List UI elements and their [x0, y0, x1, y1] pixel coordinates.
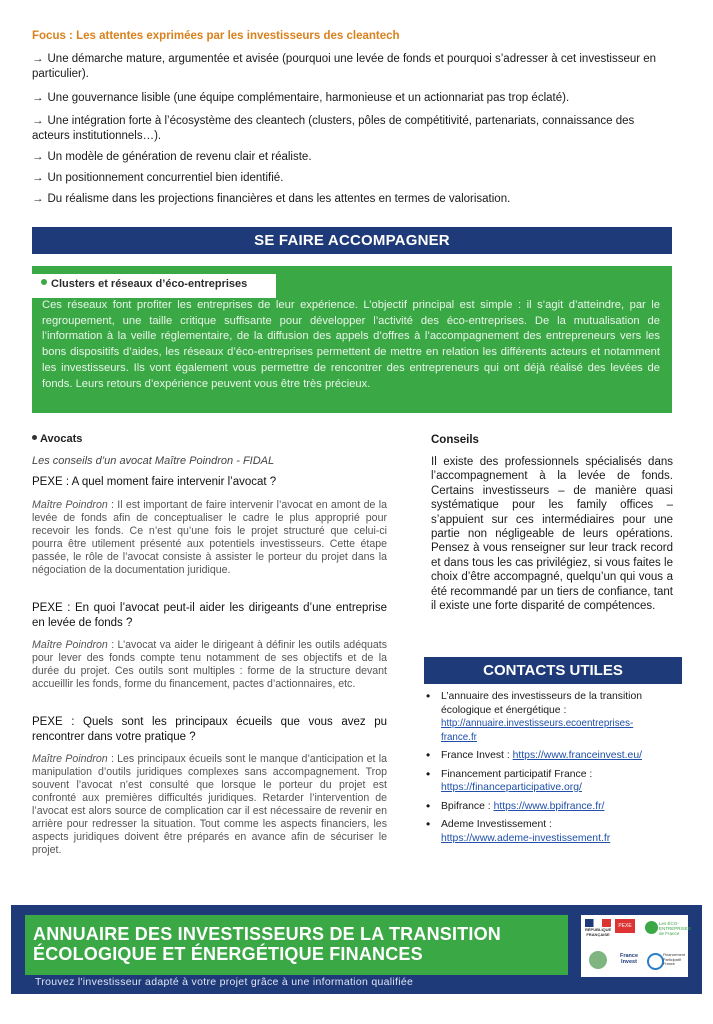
focus-bullet: → Du réalisme dans les projections financières et dans les attentes en termes de valorisation.: [32, 193, 511, 205]
pexe-logo-icon: PEXE: [615, 919, 635, 933]
avocats-title: Avocats: [40, 433, 83, 445]
clusters-tag: [32, 274, 276, 298]
list-item: • France Invest : https://www.franceinvest.eu/: [424, 749, 684, 763]
section-banner-contacts: CONTACTS UTILES: [424, 657, 682, 684]
section-banner-accompagner: SE FAIRE ACCOMPAGNER: [32, 227, 672, 254]
bullet-dot-icon: [41, 279, 47, 285]
list-item: • Financement participatif France : https://financeparticipative.org/: [424, 768, 684, 795]
arrow-icon: →: [32, 92, 44, 104]
footer-line-1: ANNUAIRE DES INVESTISSEURS DE LA TRANSITION: [33, 924, 501, 944]
ecoentreprises-logo-icon: [645, 921, 658, 934]
arrow-icon: →: [32, 115, 44, 127]
question-1: PEXE : A quel moment faire intervenir l’avocat ?: [32, 476, 277, 488]
clusters-title: Clusters et réseaux d’éco-entreprises: [51, 278, 248, 290]
focus-bullet: → Un positionnement concurrentiel bien identifié.: [32, 172, 284, 184]
arrow-icon: →: [32, 53, 44, 65]
footer-title-box: [25, 915, 568, 975]
answer-3: Maître Poindron : Les principaux écueils sont le manque d’anticipation et la manipulation d’outils juridiques complexes sans accompagnement. Trop souvent l’avocat n’est consulté que lorsque le porteur du projet est confronté aux premières difficultés juridiques. Retarder l’intervention de l’avocat est alors source de complication car il est nécessaire de revenir en arrière pour redresser la situation. Tout comme les aspects financiers, les aspects juridiques doivent être préparés en avance afin de sécuriser le projet.: [32, 753, 387, 856]
contact-link[interactable]: https://financeparticipative.org/: [441, 782, 582, 793]
focus-bullet: → Une intégration forte à l’écosystème des cleantech (clusters, pôles de compétitivité, partenariats, connaissance des acteurs institutionnels…).: [32, 115, 635, 142]
focus-bullet: → Une démarche mature, argumentée et avisée (pourquoi une levée de fonds et pourquoi s’adresser à cet investisseur en particulier).: [32, 53, 657, 80]
focus-bullet: → Un modèle de génération de revenu clair et réaliste.: [32, 151, 312, 163]
contacts-list: [424, 690, 684, 850]
contact-link[interactable]: http://annuaire.investisseurs.ecoentreprises-france.fr: [441, 718, 634, 743]
finpart-logo-icon: [647, 953, 664, 970]
footer-banner: [11, 905, 702, 994]
republique-logo-icon: RÉPUBLIQUE FRANÇAISE: [585, 919, 611, 937]
focus-bullet: → Une gouvernance lisible (une équipe complémentaire, harmonieuse et un actionnariat pas trop éclaté).: [32, 92, 570, 104]
clusters-box: [32, 266, 672, 413]
conseils-title: Conseils: [431, 434, 479, 446]
clusters-body: Ces réseaux font profiter les entreprises de leur expérience. L’objectif principal est simple : il s’agit d’atteindre, par le regroupement, une taille critique suffisante pour développer l’activité des éco-entreprises. De la mutualisation de l’information à la veille réglementaire, de la diffusion des appels d’offres à l’accompagnement des entrepreneurs vers les bons dispositifs d’aides, les réseaux d’éco-entreprises permettent de mettre en relation les différents acteurs et notamment les investisseurs. Ils vont également vous permettre de rencontrer des entrepreneurs qui ont déjà réalisé des levées de fonds. Leurs retours d’expérience peuvent vous être très précieux.: [42, 299, 660, 390]
focus-title: Focus : Les attentes exprimées par les investisseurs des cleantech: [32, 30, 400, 42]
list-item: • Ademe Investissement : https://www.ademe-investissement.fr: [424, 818, 684, 845]
answer-1: Maître Poindron : Il est important de faire intervenir l’avocat en amont de la levée de fonds afin de conceptualiser le cadre le plus approprié pour recevoir les fonds. Ce n’est qu’une fois le projet structuré que celui-ci pourra être utilement présenté aux potentiels investisseurs. Cette étape passée, le rôle de l’avocat consiste à assister le porteur du projet dans la négociation de la documentation juridique.: [32, 499, 387, 576]
answer-2: Maître Poindron : L’avocat va aider le dirigeant à définir les outils adéquats pour lever des fonds compte tenu notamment de ses objectifs et de la durée du projet. Ces outils sont multiples : forme de la structure devant accueillir les fonds, forme du financement, pactes d’actionnaires, etc.: [32, 639, 387, 690]
franceinvest-logo-icon: France Invest: [619, 953, 639, 965]
conseils-body: Il existe des professionnels spécialisés dans l’accompagnement à la levée de fonds. Certains investisseurs – de manière quasi systématique pour les family offices – s’appuient sur ces intermédiaires pour une partie non négligeable de leurs opérations. Pensez à vous renseigner sur leur track record et dans tous les cas privilégiez, si vous faites le choix d’être accompagné, quelqu’un qui vous a été recommandé par un tiers de confiance, tant il existe une forte disparité de compétences.: [431, 456, 673, 613]
contact-link[interactable]: https://www.ademe-investissement.fr: [441, 832, 611, 844]
contact-link[interactable]: https://www.franceinvest.eu/: [512, 750, 642, 761]
avocats-subtitle: Les conseils d’un avocat Maître Poindron - FIDAL: [32, 455, 275, 467]
question-3: PEXE : Quels sont les principaux écueils que vous avez pu rencontrer dans votre pratique ?: [32, 716, 387, 743]
footer-line-2: ÉCOLOGIQUE ET ÉNERGÉTIQUE FINANCES: [33, 944, 423, 964]
contact-link[interactable]: https://www.bpifrance.fr/: [493, 800, 605, 812]
partner-logos: RÉPUBLIQUE FRANÇAISE PEXE Les ÉCO-ENTREPRISES de France France Invest Financement Participatif France: [581, 915, 688, 977]
arrow-icon: →: [32, 172, 44, 184]
list-item: • L’annuaire des investisseurs de la transition écologique et énergétique : http://annuaire.investisseurs.ecoentreprises-france.fr: [424, 690, 684, 744]
bullet-dot-icon: [32, 435, 37, 440]
arrow-icon: →: [32, 193, 44, 205]
arrow-icon: →: [32, 151, 44, 163]
green-seal-icon: [589, 951, 607, 969]
question-2: PEXE : En quoi l’avocat peut-il aider les dirigeants d’une entreprise en levée de fonds ?: [32, 602, 387, 629]
list-item: • Bpifrance : https://www.bpifrance.fr/: [424, 800, 684, 814]
footer-tagline: Trouvez l'investisseur adapté à votre projet grâce à une information qualifiée: [35, 976, 414, 988]
